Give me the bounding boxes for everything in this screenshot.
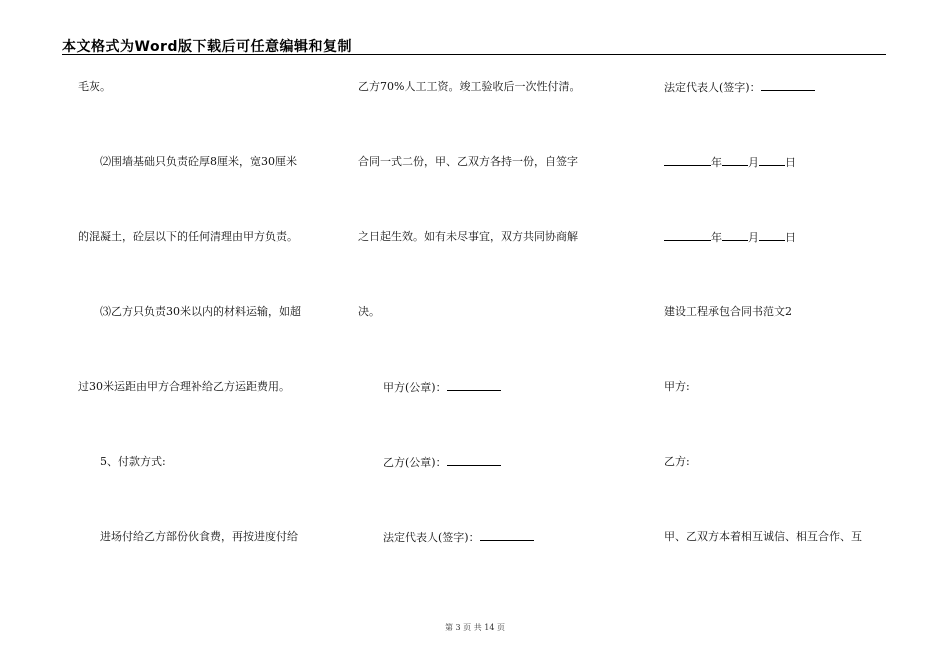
text-line: 甲、乙双方本着相互诚信、相互合作、互: [664, 530, 862, 543]
signature-blank: [447, 455, 501, 466]
document-header-title: 本文格式为Word版下载后可任意编辑和复制: [62, 39, 352, 55]
party-a-seal-label: 甲方(公章)：: [383, 381, 447, 394]
legal-rep-line: [664, 80, 815, 95]
day-label: 日: [785, 231, 796, 244]
signature-blank: [447, 380, 501, 391]
party-b-seal-line: [383, 455, 501, 470]
header-divider: [62, 54, 886, 55]
month-label: 月: [748, 156, 759, 169]
text-line: ⑵围墙基础只负责砼厚8厘米，宽30厘米: [100, 155, 297, 168]
month-label: 月: [748, 231, 759, 244]
year-blank: [664, 230, 711, 241]
text-line: 的混凝土，砼层以下的任何清理由甲方负责。: [78, 230, 298, 243]
month-blank: [722, 155, 748, 166]
party-b-seal-label: 乙方(公章)：: [383, 456, 447, 469]
party-b-label: 乙方:: [664, 455, 690, 468]
page-number: 第 3 页 共 14 页: [445, 623, 505, 632]
day-blank: [759, 230, 785, 241]
year-label: 年: [711, 231, 722, 244]
date-line: [664, 155, 796, 170]
text-line: ⑶乙方只负责30米以内的材料运输，如超: [100, 305, 301, 318]
text-line: 过30米运距由甲方合理补给乙方运距费用。: [78, 380, 290, 393]
signature-blank: [761, 80, 815, 91]
section-heading: 建设工程承包合同书范文2: [664, 305, 792, 318]
text-line: 毛灰。: [78, 80, 111, 93]
party-a-seal-line: [383, 380, 501, 395]
text-line: 乙方70%人工工资。竣工验收后一次性付清。: [358, 80, 581, 93]
text-line: 合同一式二份，甲、乙双方各持一份，自签字: [358, 155, 578, 168]
text-line: 进场付给乙方部份伙食费，再按进度付给: [100, 530, 298, 543]
text-line: 5、付款方式:: [100, 455, 166, 468]
signature-blank: [480, 530, 534, 541]
day-label: 日: [785, 156, 796, 169]
year-label: 年: [711, 156, 722, 169]
legal-rep-label: 法定代表人(签字)：: [664, 81, 761, 94]
legal-rep-label: 法定代表人(签字)：: [383, 531, 480, 544]
year-blank: [664, 155, 711, 166]
legal-rep-line: [383, 530, 534, 545]
day-blank: [759, 155, 785, 166]
text-line: 决。: [358, 305, 380, 318]
month-blank: [722, 230, 748, 241]
text-line: 之日起生效。如有未尽事宜，双方共同协商解: [358, 230, 578, 243]
party-a-label: 甲方:: [664, 380, 690, 393]
date-line: [664, 230, 796, 245]
